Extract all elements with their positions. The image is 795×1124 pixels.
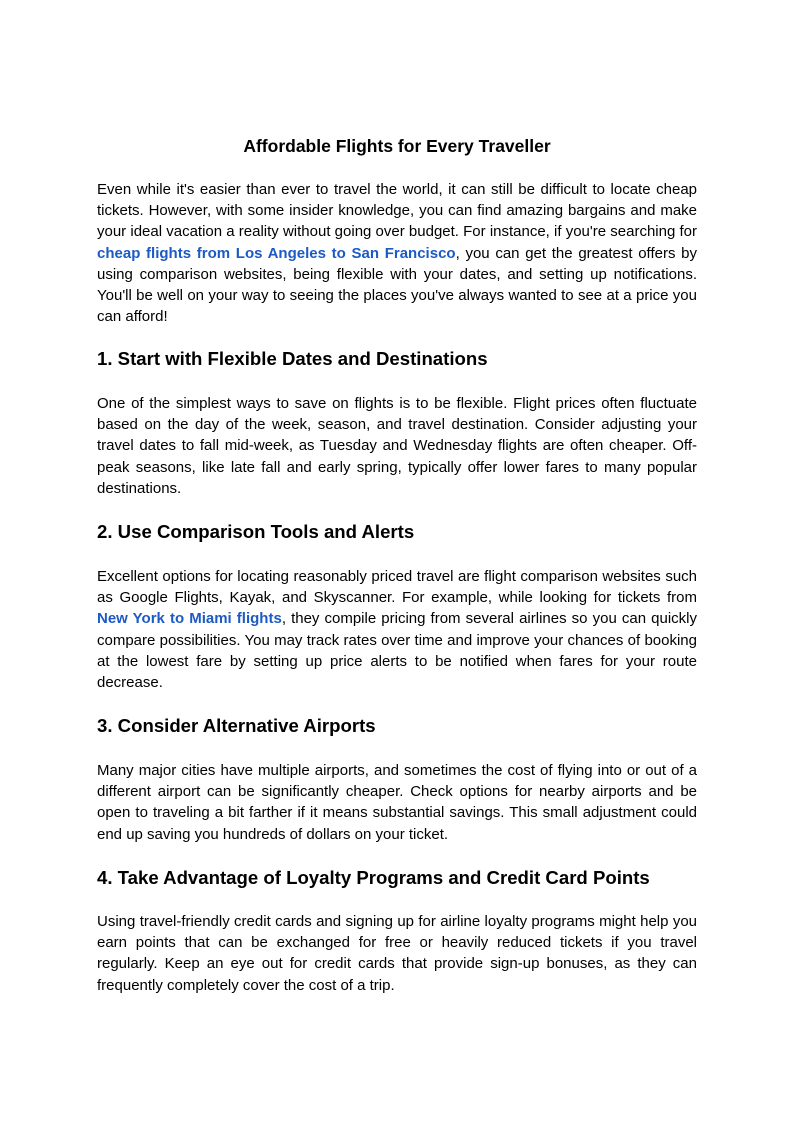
comparison-text-before-link: Excellent options for locating reasonably priced travel are flight comparison websites such as Google Flights, Kayak, and Skyscanner. For example, while looking for tickets from: [97, 568, 697, 607]
section-heading-alternative-airports: 3. Consider Alternative Airports: [97, 715, 376, 736]
intro-paragraph: [97, 179, 697, 327]
section-body-comparison-tools: [97, 566, 697, 693]
section-heading-comparison-tools: 2. Use Comparison Tools and Alerts: [97, 521, 415, 542]
section-heading-flexible-dates: 1. Start with Flexible Dates and Destinations: [97, 348, 488, 369]
comparison-text-after-link: , they compile pricing from several airlines so you can quickly compare possibilities. You may track rates over time and improve your chances of booking at the lowest fare by setting up price alerts to be notified when fares for your route decrease.: [97, 610, 697, 692]
document-title: Affordable Flights for Every Traveller: [243, 136, 551, 156]
section-body-flexible-dates: One of the simplest ways to save on flights is to be flexible. Flight prices often fluctuate based on the day of the week, season, and travel destination. Consider adjusting your travel dates to fall mid-week, as Tuesday and Wednesday flights are often cheaper. Off-peak seasons, like late fall and early spring, typically offer lower fares to many popular destinations.: [97, 395, 697, 497]
intro-text-before-link: Even while it's easier than ever to travel the world, it can still be difficult to locate cheap tickets. However, with some insider knowledge, you can find amazing bargains and make your ideal vacation a reality without going over budget. For instance, if you're searching for: [97, 181, 697, 241]
section-body-loyalty-programs: Using travel-friendly credit cards and signing up for airline loyalty programs might help you earn points that can be exchanged for free or heavily reduced tickets if you travel regularly. Keep an eye out for credit cards that provide sign-up bonuses, as they can frequently completely cover the cost of a trip.: [97, 913, 697, 994]
section-heading-loyalty-programs: 4. Take Advantage of Loyalty Programs and Credit Card Points: [97, 867, 650, 888]
section-body-alternative-airports: Many major cities have multiple airports, and sometimes the cost of flying into or out of a different airport can be significantly cheaper. Check options for nearby airports and be open to traveling a bit farther if it means substantial savings. This small adjustment could end up saving you hundreds of dollars on your ticket.: [97, 762, 697, 843]
link-ny-to-miami-flights[interactable]: New York to Miami flights: [97, 610, 282, 628]
link-la-to-sf-flights[interactable]: cheap flights from Los Angeles to San Francisco: [97, 244, 456, 262]
intro-text-after-link: , you can get the greatest offers by using comparison websites, being flexible with your dates, and setting up notifications. You'll be well on your way to seeing the places you've always wanted to see at a price you can afford!: [97, 244, 698, 326]
